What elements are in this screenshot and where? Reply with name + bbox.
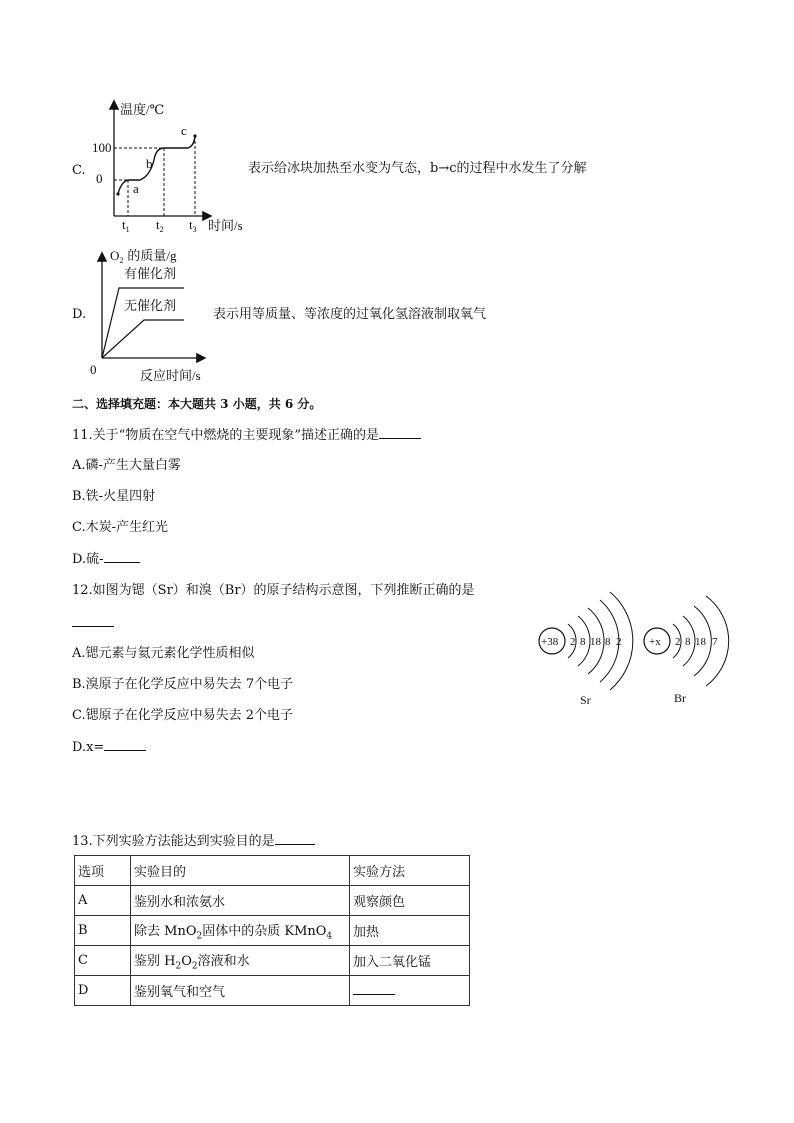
br-electrons-4: 7 — [712, 636, 718, 648]
sr-electrons-4: 8 — [605, 636, 611, 648]
sr-nucleus-charge: +38 — [541, 636, 559, 648]
row-d-purpose: 鉴别氧气和空气 — [131, 976, 350, 1006]
br-atom — [644, 596, 729, 705]
point-a: a — [133, 181, 139, 196]
q11-option-b: B.铁-火星四射 — [72, 489, 156, 504]
sr-symbol: Sr — [580, 693, 591, 707]
header-purpose: 实验目的 — [131, 856, 350, 886]
curve-upper-label: 有催化剂 — [124, 266, 177, 281]
row-b-purpose: 除去 MnO$_2$固体中的杂质 KMnO$_4$ — [131, 916, 350, 946]
x-axis-label: 反应时间/s — [140, 368, 201, 383]
q13-blank[interactable] — [275, 832, 315, 845]
br-electrons-3: 18 — [695, 636, 706, 648]
q11-stem: 11.关于“物质在空气中燃烧的主要现象”描述正确的是 — [72, 426, 421, 445]
table-row — [75, 916, 470, 946]
origin-label: 0 — [90, 362, 97, 377]
row-b-option: B — [75, 916, 131, 946]
q11-option-c: C.木炭-产生红光 — [72, 520, 169, 535]
curve-end-dot — [193, 134, 196, 137]
oxygen-mass-graph — [86, 244, 226, 384]
point-b: b — [146, 156, 153, 171]
q13-stem: 13.下列实验方法能达到实验目的是 — [72, 832, 315, 851]
temperature-curve — [118, 136, 195, 194]
row-a-purpose: 鉴别水和浓氨水 — [131, 886, 350, 916]
table-row — [75, 946, 470, 976]
sr-electrons-3: 18 — [590, 636, 601, 648]
q12-option-c: C.锶原子在化学反应中易失去 2个电子 — [72, 708, 294, 723]
y-tick-0: 0 — [96, 171, 103, 186]
table-row — [75, 886, 470, 916]
option-c-description: 表示给冰块加热至水变为气态，b→c的过程中水发生了分解 — [248, 161, 587, 176]
row-c-purpose: 鉴别 $H_2O_2$溶液和水 — [131, 946, 350, 976]
row-b-method: 加热 — [350, 916, 470, 946]
q12-option-a: A.锶元素与氦元素化学性质相似 — [72, 646, 255, 661]
temperature-time-graph — [88, 96, 258, 238]
row-d-method[interactable] — [350, 976, 470, 1006]
row-c-option: C — [75, 946, 131, 976]
q11-option-d: D.硫- — [72, 550, 140, 569]
tick-t3: $t_3$ — [189, 217, 197, 234]
y-axis-label: $O_2$ 的质量/g — [110, 248, 177, 265]
section2-heading: 二、选择填充题：本大题共 3 小题，共 6 分。 — [72, 397, 322, 411]
atomic-structure-diagram — [530, 582, 730, 712]
row-a-method: 观察颜色 — [350, 886, 470, 916]
table-header-row — [75, 856, 470, 886]
no-catalyst-curve — [102, 320, 184, 358]
experiment-table — [74, 855, 470, 1006]
point-c: c — [181, 123, 187, 138]
option-d-label: D. — [72, 307, 87, 322]
q12-option-d: D.x= — [72, 738, 146, 757]
table-row — [75, 976, 470, 1006]
y-axis-label: 温度/℃ — [120, 102, 165, 117]
header-option: 选项 — [75, 856, 131, 886]
q11-option-a: A.磷-产生大量白雾 — [72, 458, 181, 473]
q12-d-blank[interactable] — [104, 738, 146, 751]
q13-d-blank[interactable] — [353, 982, 395, 995]
br-electrons-2: 8 — [685, 636, 691, 648]
q12-option-b: B.溴原子在化学反应中易失去 7个电子 — [72, 677, 294, 692]
x-axis-label: 时间/s — [208, 218, 243, 233]
q12-stem: 12.如图为锶（Sr）和溴（Br）的原子结构示意图，下列推断正确的是 — [72, 583, 475, 598]
sr-electrons-2: 8 — [580, 636, 586, 648]
curve-lower-label: 无催化剂 — [124, 298, 177, 313]
sr-electrons-1: 2 — [570, 636, 576, 648]
br-electrons-1: 2 — [675, 636, 681, 648]
option-d-description: 表示用等质量、等浓度的过氧化氢溶液制取氧气 — [213, 307, 487, 322]
br-symbol: Br — [674, 691, 686, 705]
row-d-option: D — [75, 976, 131, 1006]
br-nucleus-charge: +x — [649, 636, 661, 648]
row-c-method: 加入二氧化锰 — [350, 946, 470, 976]
row-a-option: A — [75, 886, 131, 916]
tick-t2: $t_2$ — [156, 217, 164, 234]
sr-electrons-5: 2 — [616, 636, 622, 648]
q11-blank[interactable] — [379, 426, 421, 439]
header-method: 实验方法 — [350, 856, 470, 886]
q12-blank[interactable] — [72, 626, 114, 627]
sr-atom — [539, 592, 633, 707]
curve-start-dot — [116, 192, 119, 195]
y-tick-100: 100 — [92, 140, 112, 155]
option-c-label: C. — [72, 163, 86, 178]
q11-d-blank[interactable] — [104, 550, 140, 563]
tick-t1: $t_1$ — [122, 217, 130, 234]
